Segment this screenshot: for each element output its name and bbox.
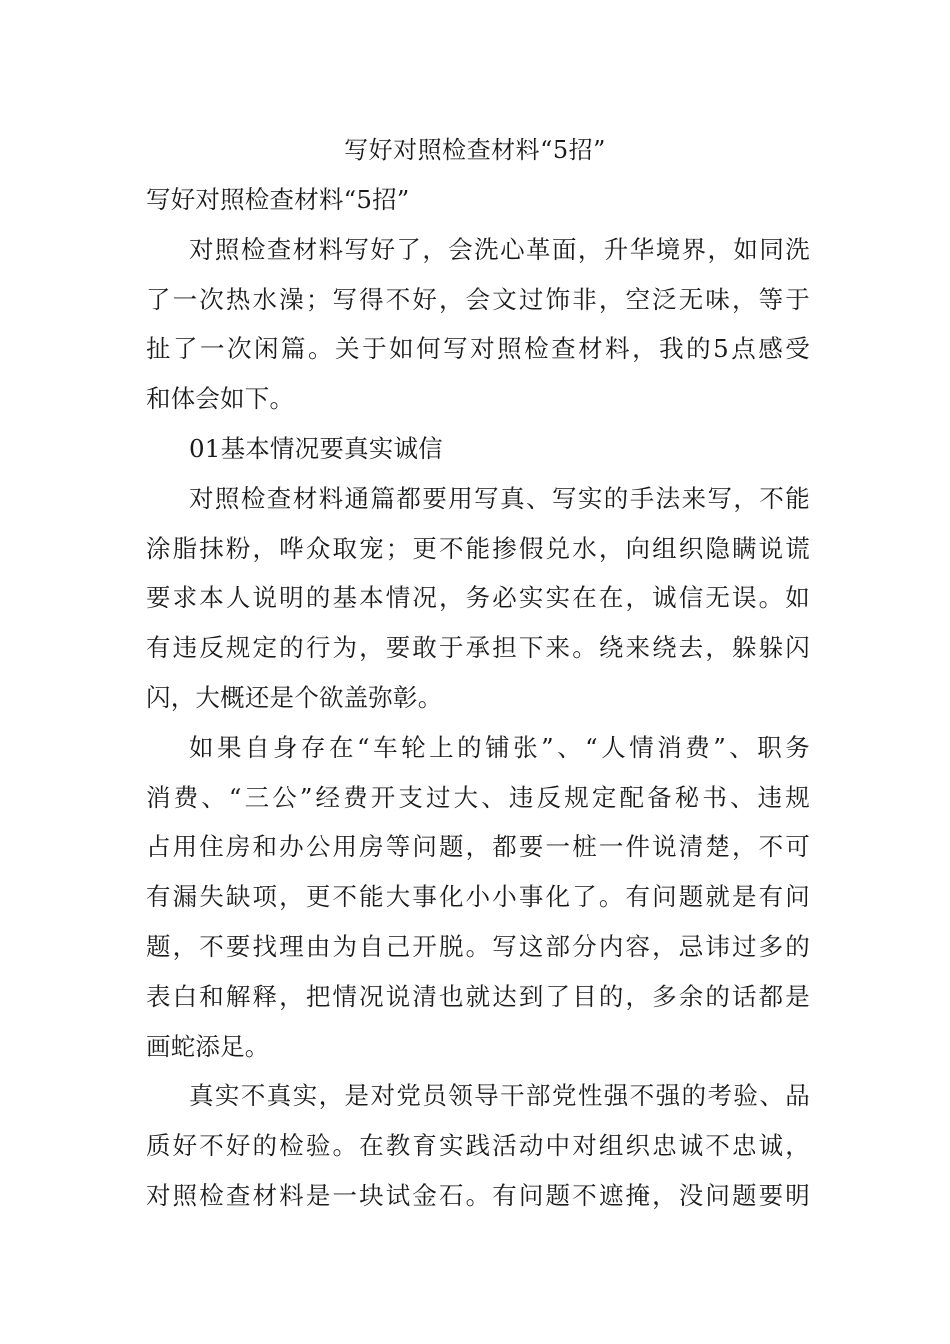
- text-line: 表白和解释，把情况说清也就达到了目的，多余的话都是: [146, 981, 810, 1011]
- text-line: 闪，大概还是个欲盖弥彰。: [146, 682, 443, 712]
- text-line: 和体会如下。: [146, 384, 295, 414]
- text-line: 扯了一次闲篇。关于如何写对照检查材料，我的5点感受: [146, 334, 810, 364]
- document-title: 写好对照检查材料“5招”: [344, 136, 606, 164]
- text-line: 对照检查材料是一块试金石。有问题不遮掩，没问题要明: [146, 1180, 810, 1210]
- text-line: 对照检查材料写好了，会洗心革面，升华境界，如同洗: [189, 234, 810, 264]
- subtitle-line: 写好对照检查材料“5招”: [146, 185, 410, 214]
- text-line: 有违反规定的行为，要敢于承担下来。绕来绕去，躲躲闪: [146, 633, 810, 663]
- text-line: 对照检查材料通篇都要用写真、写实的手法来写，不能: [189, 483, 810, 513]
- text-line: 质好不好的检验。在教育实践活动中对组织忠诚不忠诚，: [146, 1131, 810, 1161]
- text-line: 画蛇添足。: [146, 1031, 270, 1061]
- text-line: 占用住房和办公用房等问题，都要一桩一件说清楚，不可: [146, 832, 810, 862]
- text-line: 有漏失缺项，更不能大事化小小事化了。有问题就是有问: [146, 882, 810, 912]
- text-line: 如果自身存在“车轮上的铺张”、“人情消费”、职务: [189, 732, 810, 762]
- document-body: [146, 181, 810, 1227]
- text-line: 了一次热水澡；写得不好，会文过饰非，空泛无味，等于: [146, 284, 810, 314]
- section-heading-line: 01基本情况要真实诚信: [189, 433, 443, 463]
- text-line: 真实不真实，是对党员领导干部党性强不强的考验、品: [189, 1081, 810, 1111]
- text-line: 涂脂抹粉，哗众取宠；更不能掺假兑水，向组织隐瞒说谎: [146, 533, 810, 563]
- text-line: 消费、“三公”经费开支过大、违反规定配备秘书、违规: [146, 782, 810, 812]
- text-line: 题，不要找理由为自己开脱。写这部分内容，忌讳过多的: [146, 931, 810, 961]
- text-line: 要求本人说明的基本情况，务必实实在在，诚信无误。如: [146, 583, 810, 613]
